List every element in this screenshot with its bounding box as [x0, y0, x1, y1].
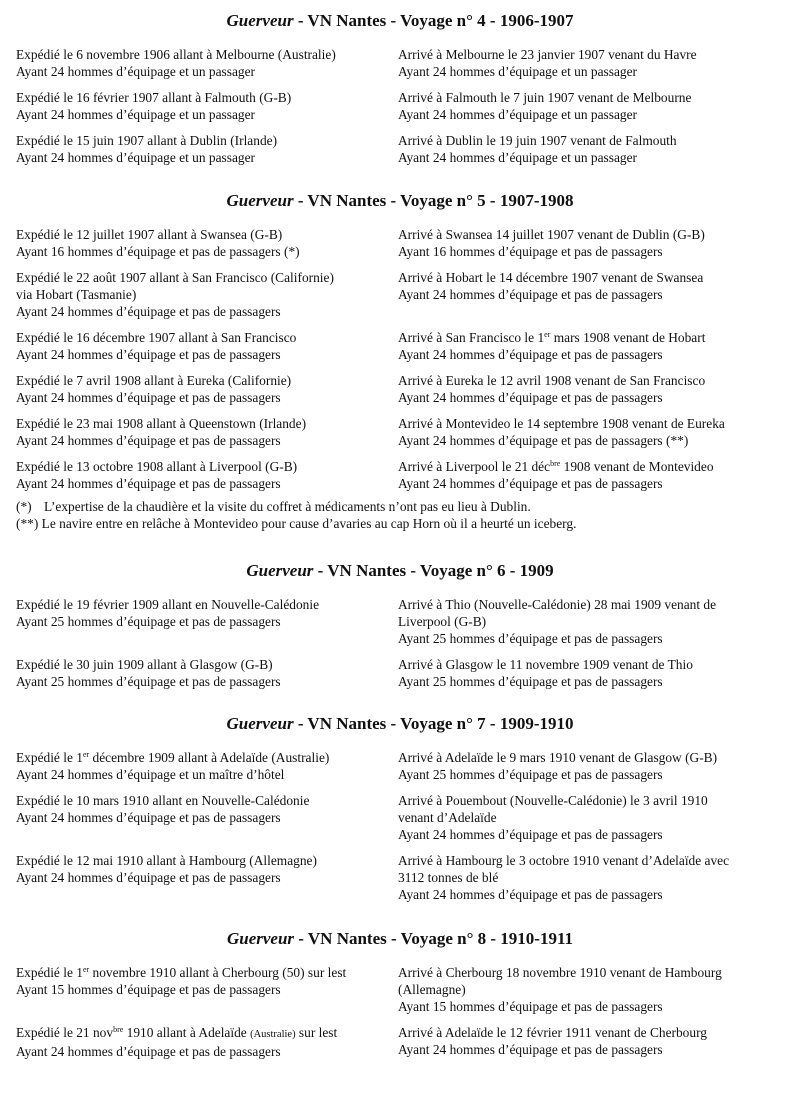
- departure-entry: Expédié le 1er décembre 1909 allant à Adelaïde (Australie) Ayant 24 hommes d’équipage et un maître d’hôtel: [16, 750, 330, 782]
- arrival-entry: Arrivé à Pouembout (Nouvelle-Calédonie) le 3 avril 1910 venant d’Adelaïde Ayant 24 hommes d’équipage et pas de passagers: [398, 793, 708, 842]
- voyage-entry-row: [0, 372, 800, 406]
- departure-entry: Expédié le 13 octobre 1908 allant à Liverpool (G-B) Ayant 24 hommes d’équipage et pas de passagers: [16, 459, 298, 491]
- voyage-entry-row: [0, 749, 800, 783]
- voyage-entry-row: [0, 596, 800, 647]
- footnote-mark: (**): [16, 516, 39, 531]
- voyage-entry-row: [0, 269, 800, 320]
- departure-entry: Expédié le 10 mars 1910 allant en Nouvelle-Calédonie Ayant 24 hommes d’équipage et pas de passagers: [16, 793, 310, 825]
- arrival-entry: Arrivé à Thio (Nouvelle-Calédonie) 28 mai 1909 venant de Liverpool (G-B) Ayant 25 hommes d’équipage et pas de passagers: [398, 597, 717, 646]
- departure-entry: Expédié le 30 juin 1909 allant à Glasgow (G-B) Ayant 25 hommes d’équipage et pas de passagers: [16, 657, 281, 689]
- arrival-entry: Arrivé à Adelaïde le 9 mars 1910 venant de Glasgow (G-B) Ayant 25 hommes d’équipage et pas de passagers: [398, 750, 718, 782]
- arrival-entry: Arrivé à Montevideo le 14 septembre 1908 venant de Eureka Ayant 24 hommes d’équipage et pas de passagers (**): [398, 416, 725, 448]
- departure-entry: Expédié le 1er novembre 1910 allant à Cherbourg (50) sur lest Ayant 15 hommes d’équipage et pas de passagers: [16, 965, 347, 997]
- footnote: (**) Le navire entre en relâche à Montevideo pour cause d’avaries au cap Horn où il a heurté un iceberg.: [16, 516, 577, 531]
- voyage-entry-row: [0, 226, 800, 260]
- arrival-entry: Arrivé à Cherbourg 18 novembre 1910 venant de Hambourg (Allemagne) Ayant 15 hommes d’équipage et pas de passagers: [398, 965, 722, 1014]
- voyage-entry-row: [0, 792, 800, 843]
- ship-name: Guerveur: [226, 191, 294, 210]
- arrival-entry: Arrivé à Adelaïde le 12 février 1911 venant de Cherbourg Ayant 24 hommes d’équipage et pas de passagers: [398, 1025, 707, 1057]
- voyage-title: Guerveur - VN Nantes - Voyage n° 4 - 1906-1907: [226, 11, 574, 30]
- footnote-mark: (*): [16, 499, 32, 514]
- arrival-entry: Arrivé à Falmouth le 7 juin 1907 venant de Melbourne Ayant 24 hommes d’équipage et un passager: [398, 90, 692, 122]
- ship-name: Guerveur: [226, 929, 295, 948]
- voyage-4-section: [0, 10, 800, 175]
- voyage-title: Guerveur - VN Nantes - Voyage n° 8 - 1910-1911: [226, 929, 574, 948]
- voyage-7-section: [0, 713, 800, 912]
- voyage-entry-row: [0, 852, 800, 903]
- departure-entry: Expédié le 23 mai 1908 allant à Queenstown (Irlande) Ayant 24 hommes d’équipage et pas de passagers: [16, 416, 307, 448]
- voyage-5-section: [0, 190, 800, 532]
- voyage-title: Guerveur - VN Nantes - Voyage n° 5 - 1907-1908: [226, 191, 574, 210]
- voyage-title: Guerveur - VN Nantes - Voyage n° 6 - 1909: [246, 561, 554, 580]
- footnote: (*) L’expertise de la chaudière et la visite du coffret à médicaments n’ont pas eu lieu à Dublin.: [16, 499, 531, 514]
- departure-entry: Expédié le 12 mai 1910 allant à Hambourg (Allemagne) Ayant 24 hommes d’équipage et pas de passagers: [16, 853, 317, 885]
- footnotes: [0, 498, 800, 532]
- departure-entry: Expédié le 15 juin 1907 allant à Dublin (Irlande) Ayant 24 hommes d’équipage et un passager: [16, 133, 278, 165]
- ship-name: Guerveur: [226, 11, 294, 30]
- departure-entry: Expédié le 6 novembre 1906 allant à Melbourne (Australie) Ayant 24 hommes d’équipage et un passager: [16, 47, 336, 79]
- voyage-title: Guerveur - VN Nantes - Voyage n° 7 - 1909-1910: [226, 714, 574, 733]
- arrival-entry: Arrivé à Hobart le 14 décembre 1907 venant de Swansea Ayant 24 hommes d’équipage et pas de passagers: [398, 270, 704, 302]
- departure-entry: Expédié le 22 août 1907 allant à San Francisco (Californie) via Hobart (Tasmanie) Ayant 24 hommes d’équipage et pas de passagers: [16, 270, 334, 319]
- voyage-entry-row: [0, 132, 800, 166]
- voyage-entry-row: [0, 964, 800, 1015]
- voyage-entry-row: [0, 1024, 800, 1060]
- arrival-entry: Arrivé à Hambourg le 3 octobre 1910 venant d’Adelaïde avec 3112 tonnes de blé Ayant 24 hommes d’équipage et pas de passagers: [398, 853, 730, 902]
- arrival-entry: Arrivé à Swansea 14 juillet 1907 venant de Dublin (G-B) Ayant 16 hommes d’équipage et pas de passagers: [398, 227, 705, 259]
- arrival-entry: Arrivé à Liverpool le 21 déc$^{bre}$ 1908 venant de Montevideo Ayant 24 hommes d’équipage et pas de passagers: [398, 459, 714, 491]
- departure-entry: Expédié le 7 avril 1908 allant à Eureka (Californie) Ayant 24 hommes d’équipage et pas de passagers: [16, 373, 292, 405]
- voyage-entry-row: [0, 415, 800, 449]
- voyage-6-section: [0, 560, 800, 699]
- arrival-entry: Arrivé à San Francisco le 1er mars 1908 venant de Hobart Ayant 24 hommes d’équipage et pas de passagers: [398, 330, 706, 362]
- voyage-entry-row: [0, 89, 800, 123]
- arrival-entry: Arrivé à Glasgow le 11 novembre 1909 venant de Thio Ayant 25 hommes d’équipage et pas de passagers: [398, 657, 693, 689]
- voyage-entry-row: [0, 656, 800, 690]
- departure-entry: Expédié le 16 février 1907 allant à Falmouth (G-B) Ayant 24 hommes d’équipage et un passager: [16, 90, 292, 122]
- departure-entry: Expédié le 19 février 1909 allant en Nouvelle-Calédonie Ayant 25 hommes d’équipage et pas de passagers: [16, 597, 320, 629]
- arrival-entry: Arrivé à Dublin le 19 juin 1907 venant de Falmouth Ayant 24 hommes d’équipage et un passager: [398, 133, 677, 165]
- voyage-entry-row: [0, 46, 800, 80]
- ship-name: Guerveur: [246, 561, 314, 580]
- departure-entry: Expédié le 12 juillet 1907 allant à Swansea (G-B) Ayant 16 hommes d’équipage et pas de passagers (*): [16, 227, 300, 259]
- arrival-entry: Arrivé à Melbourne le 23 janvier 1907 venant du Havre Ayant 24 hommes d’équipage et un passager: [398, 47, 697, 79]
- voyage-entry-row: [0, 329, 800, 363]
- voyage-8-section: [0, 928, 800, 1069]
- departure-entry: Expédié le 21 nov$^{bre}$ 1910 allant à Adelaïde (Australie) sur lest Ayant 24 hommes d’équipage et pas de passagers: [16, 1025, 338, 1059]
- ship-name: Guerveur: [226, 714, 294, 733]
- departure-entry: Expédié le 16 décembre 1907 allant à San Francisco Ayant 24 hommes d’équipage et pas de passagers: [16, 330, 297, 362]
- arrival-entry: Arrivé à Eureka le 12 avril 1908 venant de San Francisco Ayant 24 hommes d’équipage et pas de passagers: [398, 373, 706, 405]
- voyage-entry-row: [0, 458, 800, 492]
